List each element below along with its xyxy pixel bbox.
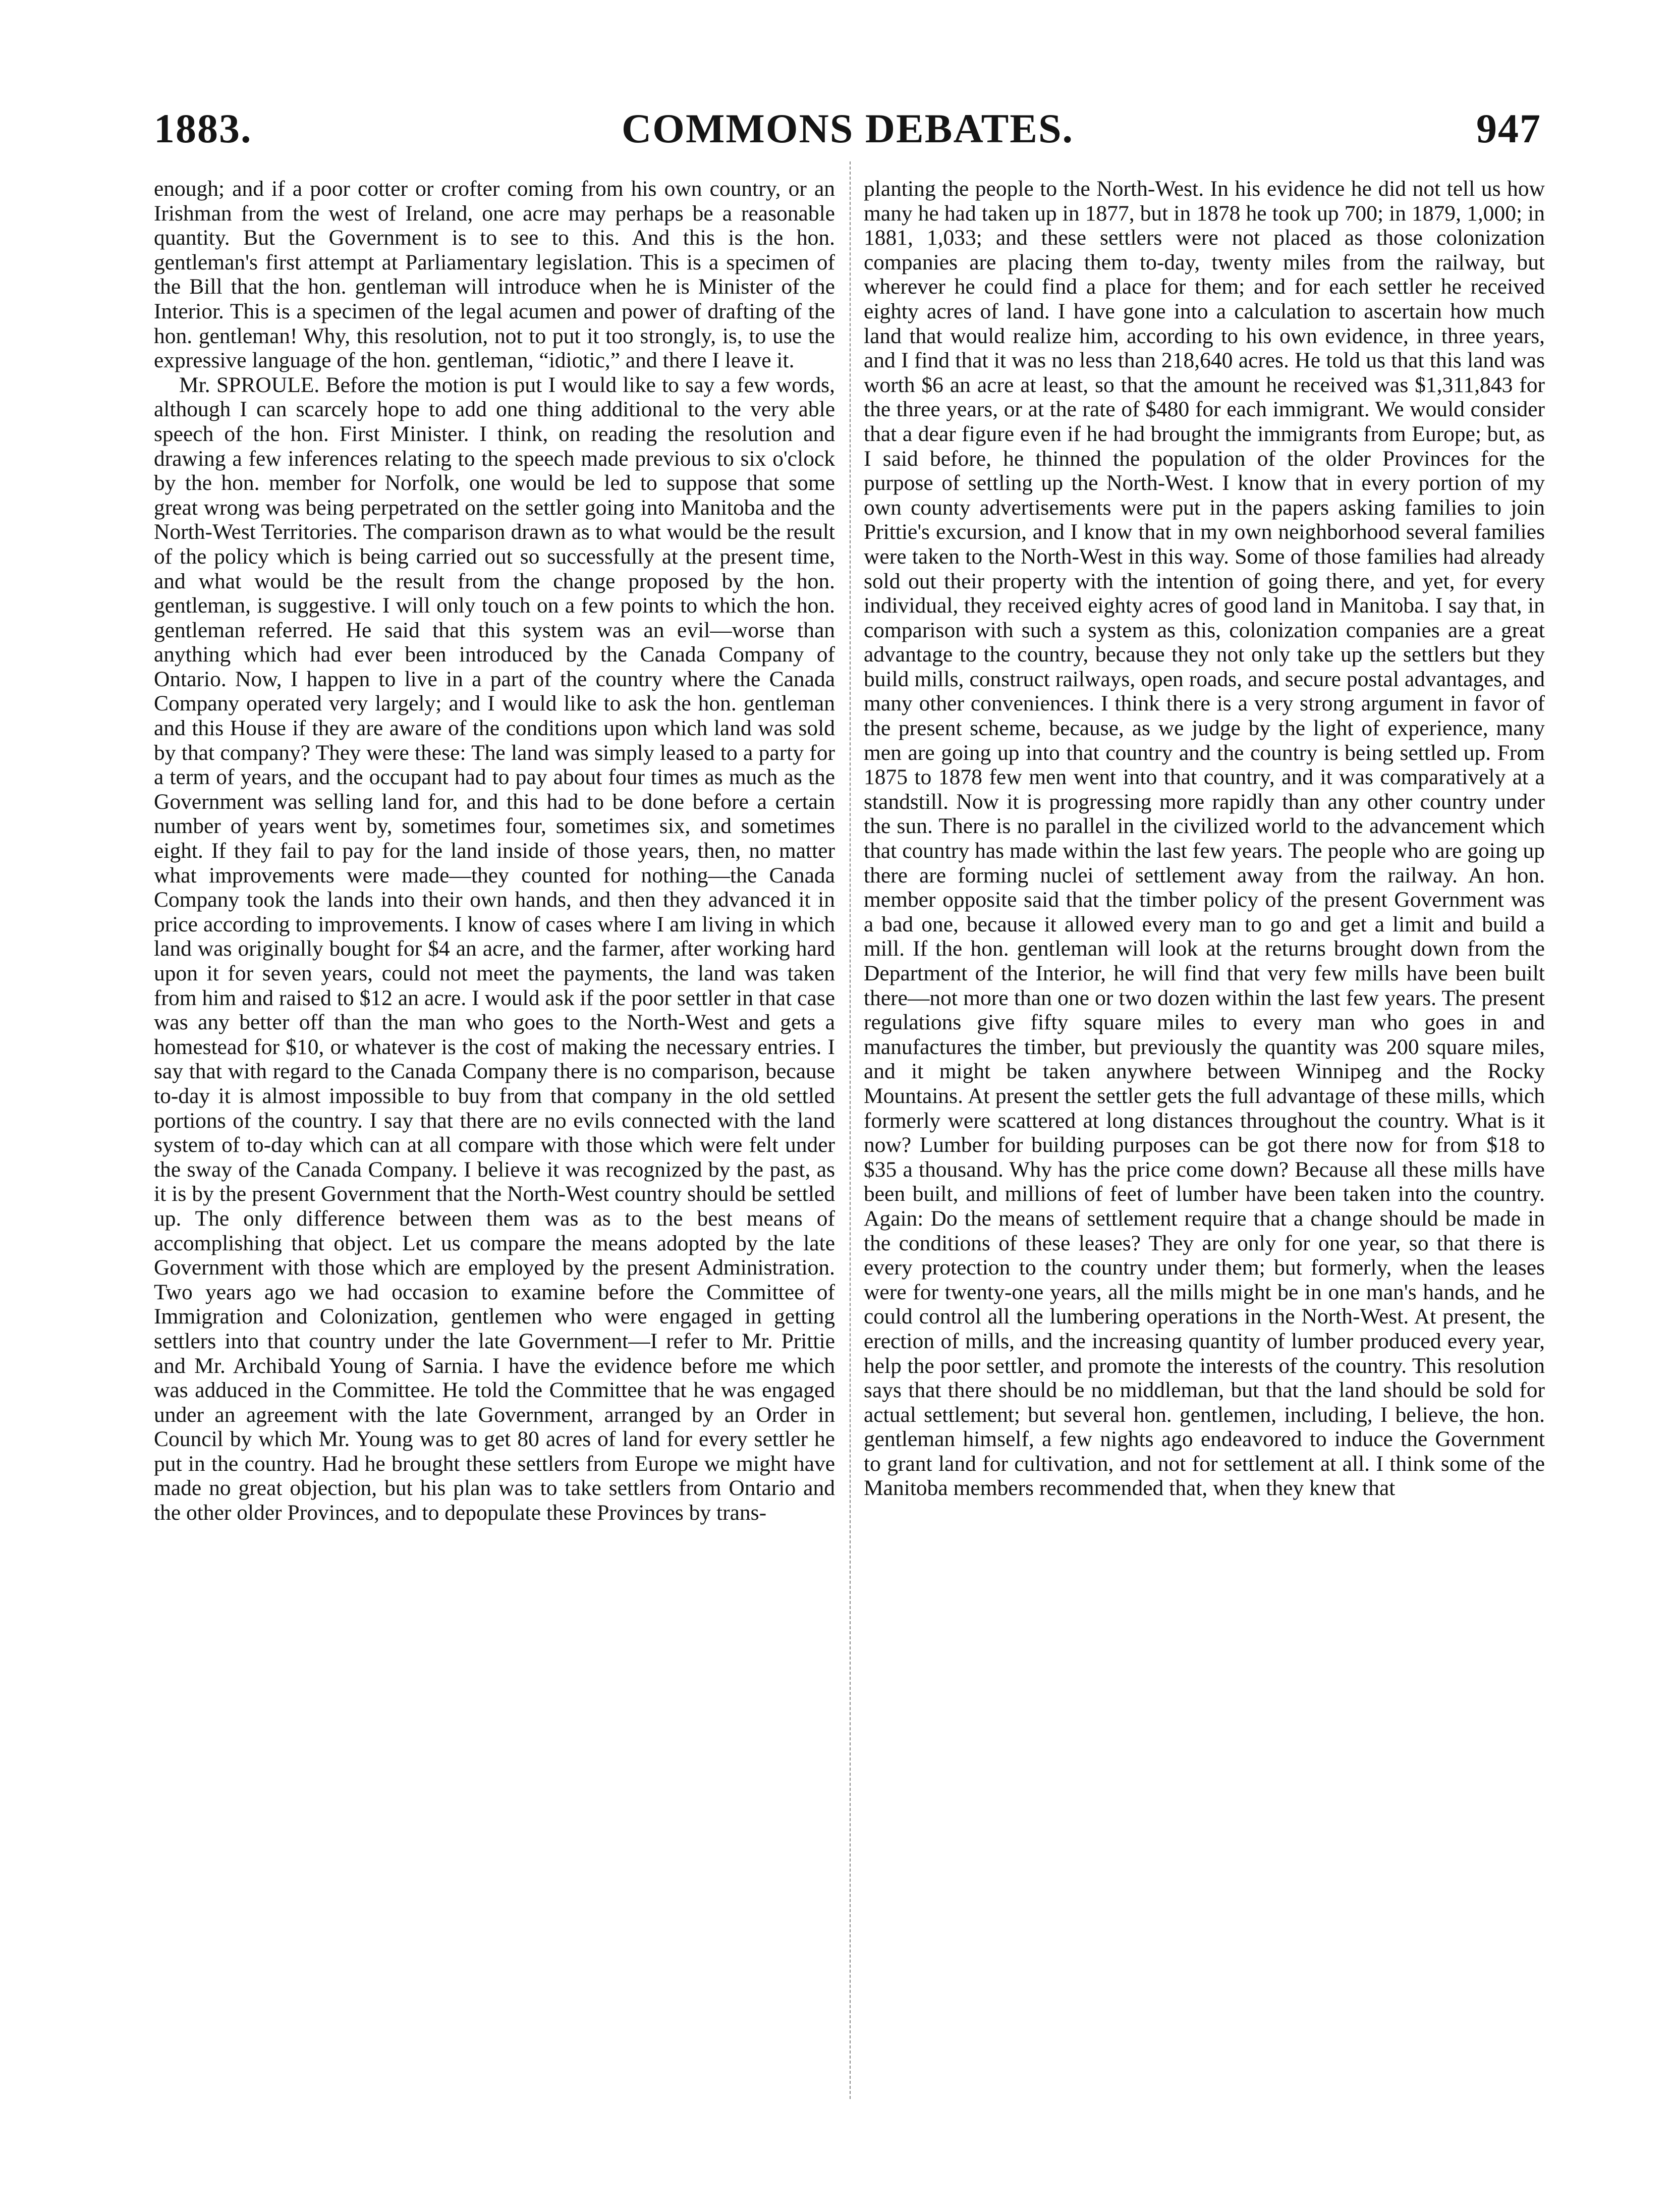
left-column [154, 177, 835, 1525]
header-year: 1883. [154, 105, 252, 151]
page-header [154, 101, 1541, 161]
paragraph-mr-sproule: Mr. SPROULE. Before the motion is put I would like to say a few words, although I can scarcely hope to add one thing additional to the very able speech of the hon. First Minister. I think, on reading the resolution and drawing a few inferences relating to the speech made previous to six o'clock by the hon. member for Norfolk, one would be led to suppose that some great wrong was being perpetrated on the settler going into Manitoba and the North-West Territories. The comparison drawn as to what would be the result of the policy which is being carried out so successfully at the present time, and what would be the result from the change proposed by the hon. gentleman, is suggestive. I will only touch on a few points to which the hon. gentleman referred. He said that this system was an evil—worse than anything which had ever been introduced by the Canada Company of Ontario. Now, I happen to live in a part of the country where the Canada Company operated very largely; and I would like to ask the hon. gentleman and this House if they are aware of the conditions upon which land was sold by that company? They were these: The land was simply leased to a party for a term of years, and the occupant had to pay about four times as much as the Government was selling land for, and this had to be done before a certain number of years went by, sometimes four, sometimes six, and sometimes eight. If they fail to pay for the land inside of those years, then, no matter what improvements were made—they counted for nothing—the Canada Company took the lands into their own hands, and then they advanced it in price according to improvements. I know of cases where I am living in which land was originally bought for $4 an acre, and the farmer, after working hard upon it for seven years, could not meet the payments, the land was taken from him and raised to $12 an acre. I would ask if the poor settler in that case was any better off than the man who goes to the North-West and gets a homestead for $10, or whatever is the cost of making the necessary entries. I say that with regard to the Canada Company there is no comparison, because to-day it is almost impossible to buy from that company in the old settled portions of the country. I say that there are no evils connected with the land system of to-day which can at all compare with those which were felt under the sway of the Canada Company. I believe it was recognized by the past, as it is by the present Government that the North-West country should be settled up. The only difference between them was as to the best means of accomplishing that object. Let us compare the means adopted by the late Government with those which are employed by the present Administration. Two years ago we had occasion to examine before the Committee of Immigration and Colonization, gentlemen who were engaged in getting settlers into that country under the late Government—I refer to Mr. Prittie and Mr. Archibald Young of Sarnia. I have the evidence before me which was adduced in the Committee. He told the Committee that he was engaged under an agreement with the late Government, arranged by an Order in Council by which Mr. Young was to get 80 acres of land for every settler he put in the country. Had he brought these settlers from Europe we might have made no great objection, but his plan was to take settlers from Ontario and the other older Provinces, and to depopulate these Provinces by trans- [154, 372, 835, 1525]
paragraph-continued: planting the people to the North-West. In his evidence he did not tell us how many he had taken up in 1877, but in 1878 he took up 700; in 1879, 1,000; in 1881, 1,033; and these settlers were not placed as those colonization companies are placing them to-day, twenty miles from the railway, but wherever he could find a place for them; and for each settler he received eighty acres of land. I have gone into a calculation to ascertain how much land that would realize him, according to his own evidence, in three years, and I find that it was no less than 218,640 acres. He told us that this land was worth $6 an acre at least, so that the amount he received was $1,311,843 for the three years, or at the rate of $480 for each immigrant. We would consider that a dear figure even if he had brought the immigrants from Europe; but, as I said before, he thinned the population of the older Provinces for the purpose of settling up the North-West. I know that in every portion of my own county advertisements were put in the papers asking families to join Prittie's excursion, and I know that in my own neighborhood several families were taken to the North-West in this way. Some of those families had already sold out their property with the intention of going there, and yet, for every individual, they received eighty acres of good land in Manitoba. I say that, in comparison with such a system as this, colonization companies are a great advantage to the country, because they not only take up the settlers but they build mills, construct railways, open roads, and secure postal advantages, and many other conveniences. I think there is a very strong argument in favor of the present scheme, because, as we judge by the light of experience, many men are going up into that country and the country is being settled up. From 1875 to 1878 few men went into that country, and it was comparatively at a standstill. Now it is progressing more rapidly than any other country under the sun. There is no parallel in the civilized world to the advancement which that country has made within the last few years. The people who are going up there are forming nuclei of settlement away from the railway. An hon. member opposite said that the timber policy of the present Government was a bad one, because it allowed every man to go and get a limit and build a mill. If the hon. gentleman will look at the returns brought down from the Department of the Interior, he will find that very few mills have been built there—not more than one or two dozen within the last few years. The present regulations give fifty square miles to every man who goes in and manufactures the timber, but previously the quantity was 200 square miles, and it might be taken anywhere between Winnipeg and the Rocky Mountains. At present the settler gets the full advantage of these mills, which formerly were scattered at long distances throughout the country. What is it now? Lumber for building purposes can be got there now for from $18 to $35 a thousand. Why has the price come down? Because all these mills have been built, and millions of feet of lumber have been taken into the country. Again: Do the means of settlement require that a change should be made in the conditions of these leases? They are only for one year, so that there is every protection to the country under them; but formerly, when the leases were for twenty-one years, all the mills might be in one man's hands, and he could control all the lumbering operations in the North-West. At present, the erection of mills, and the increasing quantity of lumber produced every year, help the poor settler, and promote the interests of the country. This resolution says that there should be no middleman, but that the land should be sold for actual settlement; but several hon. gentlemen, including, I believe, the hon. gentleman himself, a few nights ago endeavored to induce the Government to grant land for cultivation, and not for settlement at all. I think some of the Manitoba members recommended that, when they knew that [864, 177, 1545, 1501]
header-page-number: 947 [1476, 105, 1541, 151]
paragraph-continuation: enough; and if a poor cotter or crofter coming from his own country, or an Irishman from the west of Ireland, one acre may perhaps be a reasonable quantity. But the Government is to see to this. And this is the hon. gentleman's first attempt at Parliamentary legislation. This is a specimen of the Bill that the hon. gentleman will introduce when he is Minister of the Interior. This is a specimen of the legal acumen and power of drafting of the hon. gentleman! Why, this resolution, not to put it too strongly, is, to use the expressive language of the hon. gentleman, “idiotic,” and there I leave it. [154, 177, 835, 373]
header-title: COMMONS DEBATES. [621, 105, 1074, 151]
right-column [864, 177, 1545, 1501]
column-divider [850, 161, 851, 2099]
